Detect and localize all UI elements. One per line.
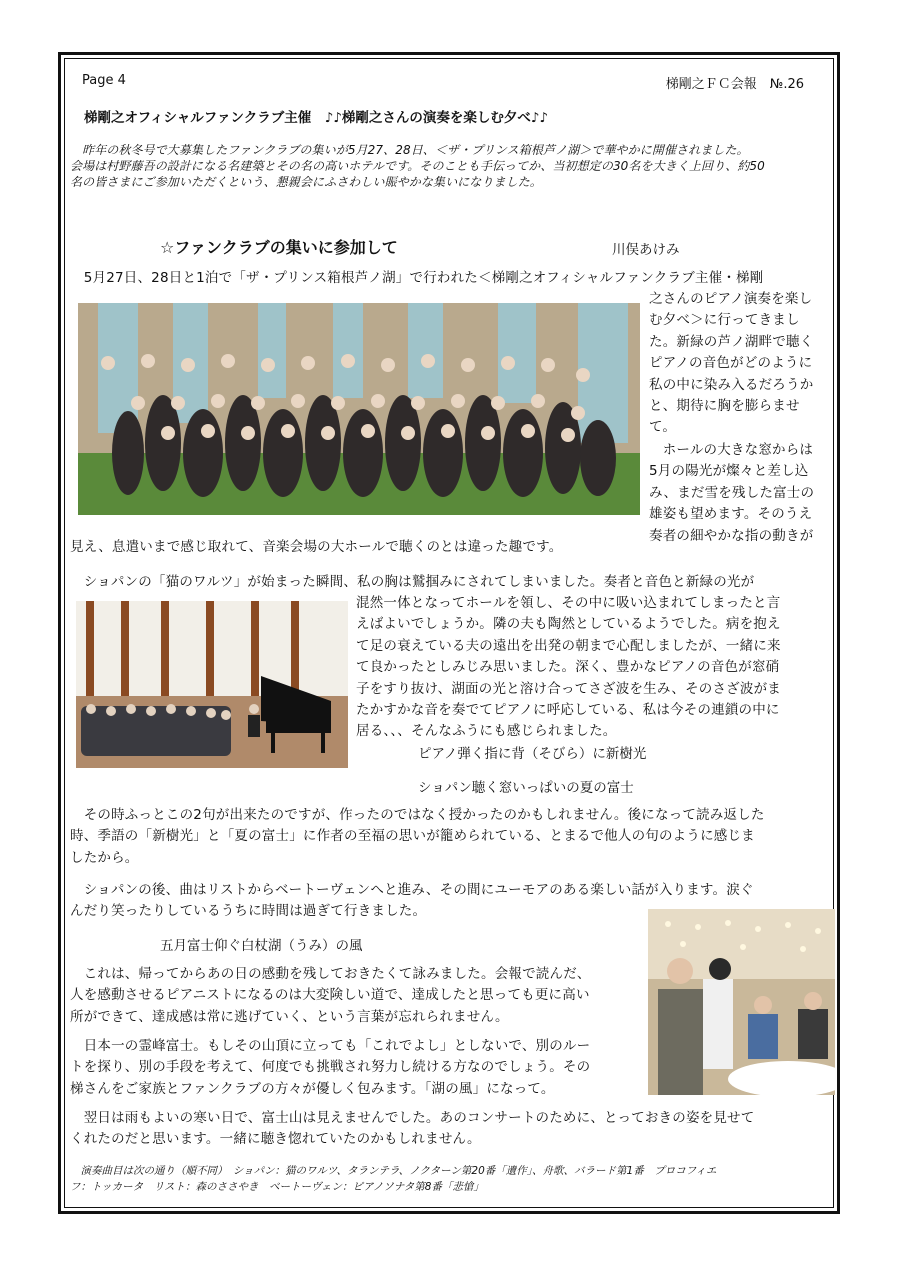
event-title: 梯剛之オフィシャルファンクラブ主催 ♪♪梯剛之さんの演奏を楽しむ夕べ♪♪	[84, 110, 549, 126]
text-line: 所ができて、達成感は常に逃げていく、という言葉が忘れられません。	[70, 1008, 509, 1025]
concert-photo	[76, 601, 348, 768]
text-line: み、まだ雪を残した富士の	[649, 484, 815, 501]
text-line: 人を感動させるピアニストになるのは大変険しい道で、達成したと思っても更に高い	[70, 987, 590, 1004]
text-line: 雄姿も望めます。そのうえ	[649, 506, 813, 523]
text-line: ショパンの後、曲はリストからベートーヴェンへと進み、その間にユーモアのある楽しい話が入ります。涙ぐ	[70, 882, 754, 898]
text-line: んだり笑ったりしているうちに時間は過ぎて行きました。	[70, 903, 427, 920]
event-intro	[70, 142, 830, 190]
text-line: 居る、、、そんなふうにも感じられました。	[356, 723, 617, 740]
text-line: くれたのだと思います。一緒に聴き惚れていたのかもしれません。	[70, 1131, 481, 1148]
text-line: 之さんのピアノ演奏を楽し	[649, 291, 813, 307]
text-line: て。	[649, 419, 677, 436]
text-line: えばよいでしょうか。隣の夫も陶然としているようでした。病を抱え	[356, 616, 781, 633]
text-line: 時、季語の「新樹光」と「夏の富士」に作者の至福の思いが籠められている、とまるで他人の句のように感じま	[70, 828, 755, 845]
text-line: 演奏曲目は次の通り（順不同） ショパン：猫のワルツ、タランテラ、ノクターン第20番「遺作」、舟歌、バラード第1番 プロコフィエ	[70, 1165, 717, 1177]
text-line: ピアノの音色がどのように	[649, 355, 813, 372]
program-note	[70, 1163, 830, 1195]
text-line: 日本一の霊峰富士。もしその山頂に立っても「これでよし」としないで、別のルー	[70, 1038, 591, 1054]
article-author: 川俣あけみ	[612, 242, 680, 258]
haiku-2: ショパン聴く窓いっぱいの夏の富士	[418, 780, 634, 796]
text-line: その時ふっとこの2句が出来たのですが、作ったのではなく授かったのかもしれません。後になって読み返した	[70, 807, 765, 823]
text-line: 私の中に染み入るだろうか	[649, 376, 814, 393]
article-title: ☆ファンクラブの集いに参加して	[160, 238, 398, 257]
para2-end: 見え、息遣いまで感じ取れて、音楽会場の大ホールで聴くのとは違った趣です。	[70, 539, 563, 555]
para1-line: 5月27日、28日と1泊で「ザ・プリンス箱根芦ノ湖」で行われた＜梯剛之オフィシャルファンクラブ主催・梯剛	[70, 270, 764, 286]
para8	[70, 1108, 840, 1151]
text-line: 梯さんをご家族とファンクラブの方々が優しく包みます。「湖の風」になって。	[70, 1080, 555, 1097]
text-line: たかすかな音を奏でてピアノに呼応している、私は今その連鎖の中に	[356, 702, 780, 719]
intro-line: 会場は村野藤吾の設計になる名建築とその名の高いホテルです。そのことも手伝ってか、当初想定の30名を大きく上回り、約50	[70, 159, 765, 173]
intro-line: 名の皆さまにご参加いただくという、懇親会にふさわしい賑やかな集いになりました。	[70, 175, 542, 189]
text-line: フ：トッカータ リスト：森のささやき ベートーヴェン：ピアノソナタ第8番「悲愴」	[70, 1181, 484, 1193]
haiku-3: 五月富士仰ぐ白杖湖（うみ）の風	[160, 938, 363, 954]
para3-right-column	[356, 593, 836, 743]
para2-right-column	[649, 440, 839, 547]
text-line: 子をすり抜け、湖面の光と溶け合ってさざ波を生み、そのさざ波がま	[356, 680, 781, 697]
text-line: 混然一体となってホールを領し、その中に吸い込まれてしまったと言	[356, 595, 781, 611]
group-photo	[78, 303, 640, 515]
para7	[70, 1036, 646, 1100]
para1-right-column	[649, 289, 839, 439]
text-line: て良かったとしみじみ思いました。深く、豊かなピアノの音色が窓硝	[356, 659, 780, 676]
text-line: ホールの大きな窓からは	[649, 442, 814, 458]
text-line: トを探り、別の手段を考えて、何度でも挑戦され努力し続ける方なのでしょう。その	[70, 1059, 591, 1076]
text-line: た。新緑の芦ノ湖畔で聴く	[649, 333, 814, 350]
text-line: 翌日は雨もよいの寒い日で、富士山は見えませんでした。あのコンサートのために、とっておきの姿を見せて	[70, 1110, 755, 1126]
text-line: む夕べ＞に行ってきまし	[649, 312, 800, 329]
text-line: て足の衰えている夫の遠出を出発の朝まで心配しましたが、一緒に来	[356, 637, 781, 654]
dinner-photo	[648, 909, 835, 1095]
intro-line: 昨年の秋冬号で大募集したファンクラブの集いが5月27、28日、＜ザ・プリンス箱根芦ノ湖＞で華やかに開催されました。	[70, 143, 749, 157]
haiku-1: ピアノ弾く指に背（そびら）に新樹光	[418, 746, 647, 762]
text-line: これは、帰ってからあの日の感動を残しておきたくて詠みました。会報で読んだ、	[70, 966, 591, 982]
text-line: 奏者の細やかな指の動きが	[649, 527, 814, 544]
para3-line: ショパンの「猫のワルツ」が始まった瞬間、私の胸は鷲掴みにされてしまいました。奏者と音色と新緑の光が	[70, 574, 755, 590]
text-line: と、期待に胸を膨らませ	[649, 398, 800, 415]
publication-issue: 梯剛之ＦＣ会報 №.26	[665, 77, 804, 92]
page-number: Page 4	[82, 73, 126, 88]
para4	[70, 805, 840, 869]
text-line: したから。	[70, 849, 139, 866]
text-line: 5月の陽光が燦々と差し込	[649, 463, 809, 480]
para6	[70, 964, 646, 1028]
